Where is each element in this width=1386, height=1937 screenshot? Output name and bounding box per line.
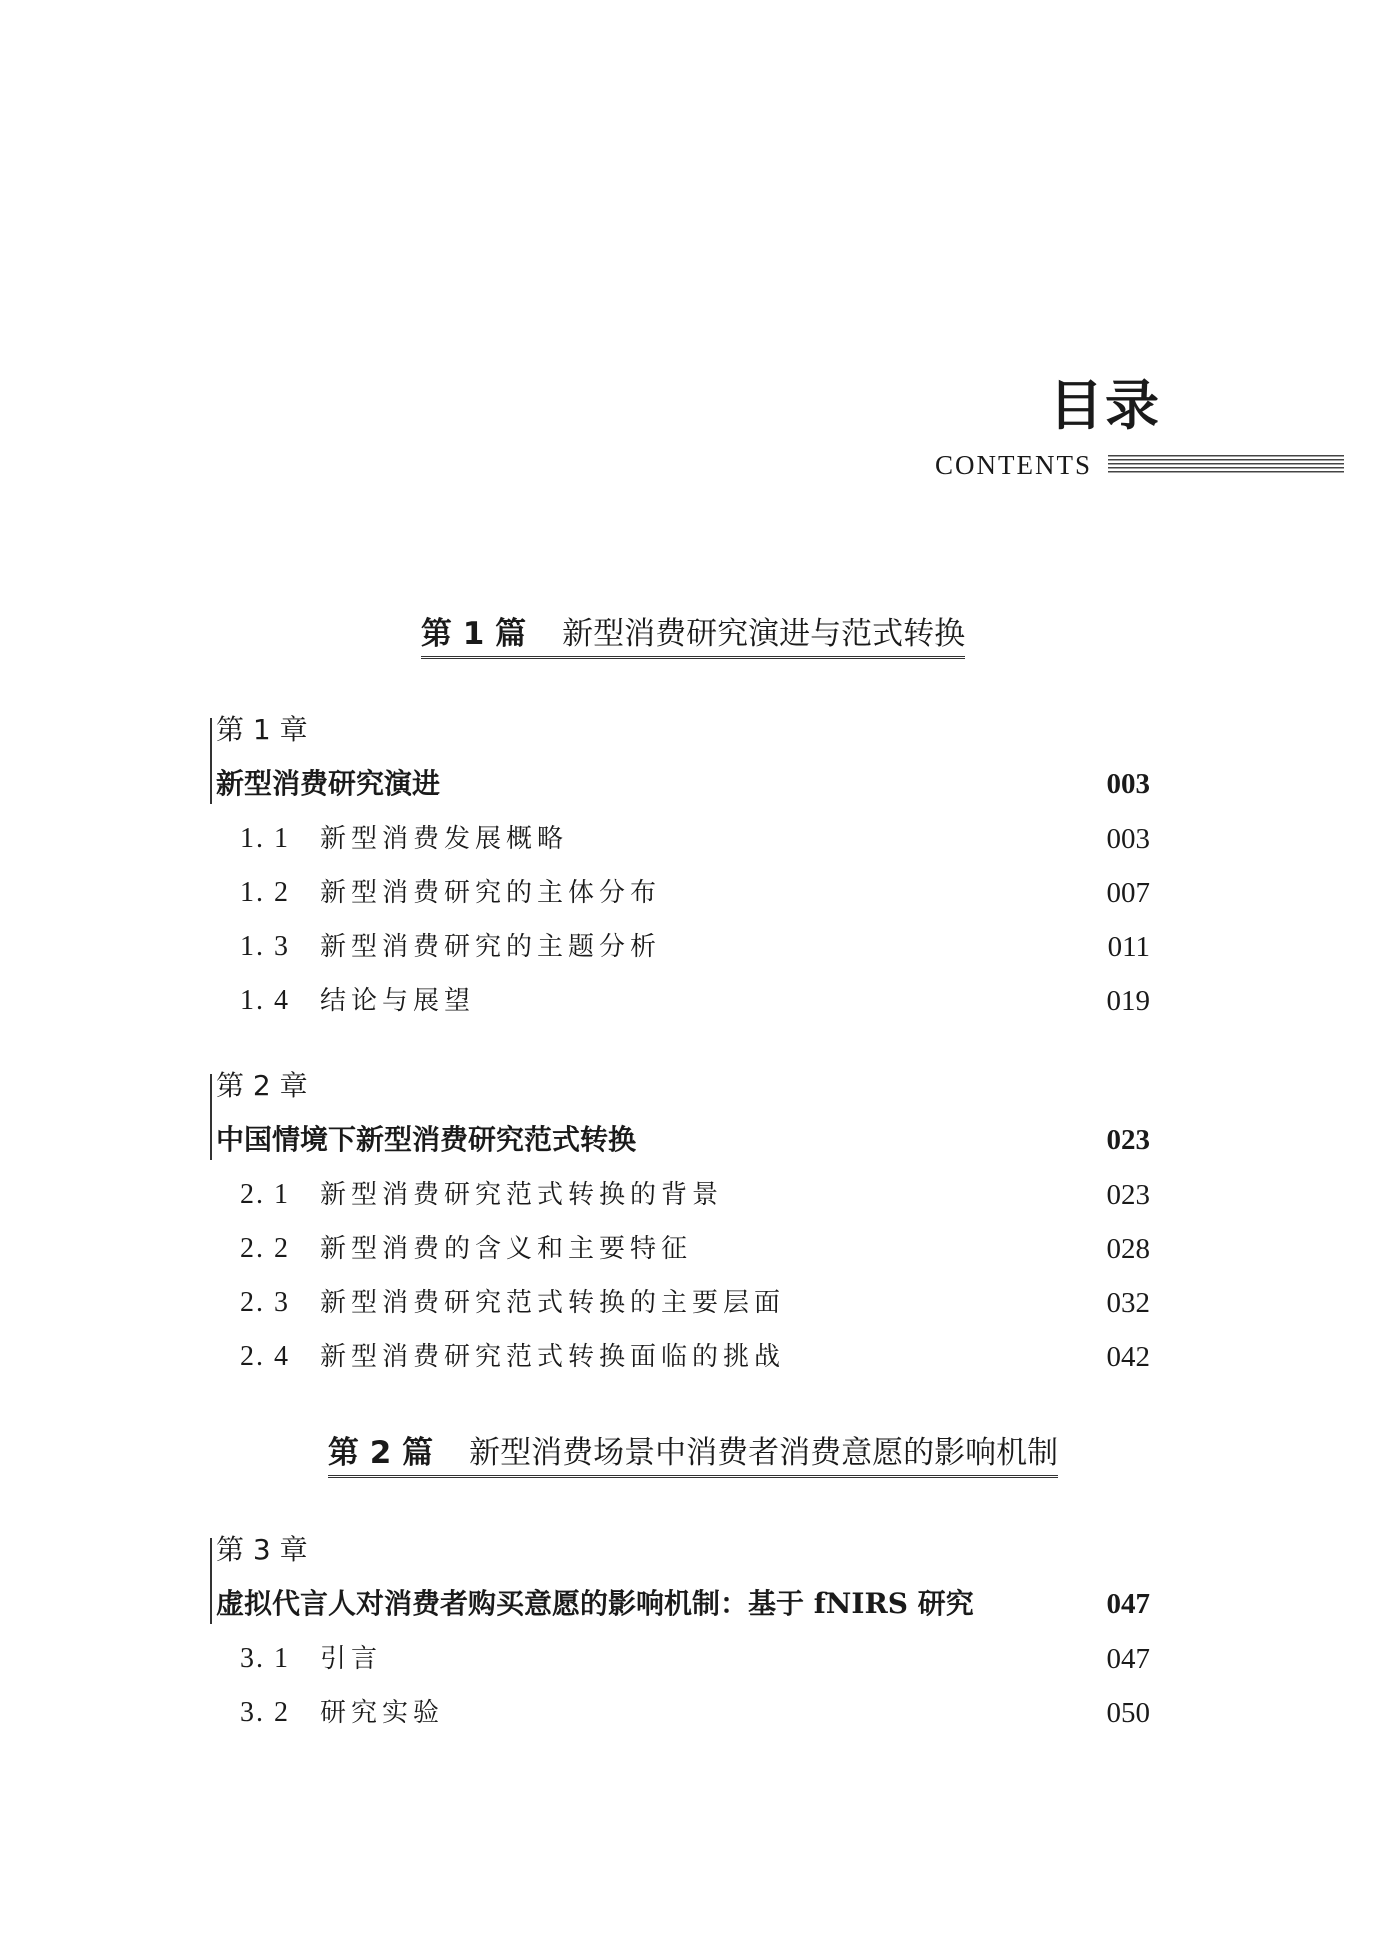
section-number: 1. 1: [240, 823, 290, 854]
chapter-2: [210, 1068, 1150, 1373]
toc-section-row[interactable]: [240, 1641, 1150, 1677]
toc-section-row[interactable]: [240, 821, 1150, 857]
chapter-3: [210, 1532, 1150, 1752]
part-number: 第 2 篇: [327, 1435, 434, 1471]
section-number: 1. 3: [240, 931, 290, 962]
section-number: 2. 1: [240, 1179, 290, 1210]
chapter-label: 第 2 章: [216, 1069, 308, 1102]
section-page-number: 042: [1106, 1341, 1150, 1373]
section-number: 1. 4: [240, 985, 290, 1016]
section-title: 新型消费研究的主体分布: [320, 878, 662, 908]
toc-section-row[interactable]: [240, 875, 1150, 911]
toc-section-row[interactable]: [240, 1285, 1150, 1321]
section-title: 新型消费研究的主题分析: [320, 932, 662, 962]
section-number: 3. 1: [240, 1643, 290, 1674]
section-page-number: 003: [1106, 823, 1150, 855]
section-title: 结论与展望: [320, 986, 476, 1016]
toc-section-row[interactable]: [240, 1695, 1150, 1731]
chapter-title[interactable]: 虚拟代言人对消费者购买意愿的影响机制：基于 fNIRS 研究: [216, 1587, 974, 1620]
part-heading-2: [0, 1434, 1386, 1478]
toc-section-row[interactable]: [240, 1231, 1150, 1267]
chapter-label: 第 3 章: [216, 1533, 308, 1566]
section-title: 研究实验: [320, 1698, 445, 1728]
chapter-bar: [210, 1538, 212, 1624]
contents-header: [935, 450, 1344, 480]
section-page-number: 050: [1106, 1697, 1150, 1729]
section-title: 新型消费研究范式转换的主要层面: [320, 1288, 786, 1318]
section-page-number: 023: [1106, 1179, 1150, 1211]
toc-section-row[interactable]: [240, 1339, 1150, 1375]
part-title: 新型消费研究演进与范式转换: [562, 616, 966, 652]
section-title: 新型消费发展概略: [320, 824, 569, 854]
part-heading-1: [0, 615, 1386, 659]
section-number: 2. 3: [240, 1287, 290, 1318]
part-heading-text[interactable]: [328, 1434, 1058, 1478]
chapter-page-number: 023: [1106, 1124, 1150, 1156]
section-number: 2. 2: [240, 1233, 290, 1264]
section-page-number: 011: [1107, 931, 1150, 963]
part-heading-text[interactable]: [421, 615, 965, 659]
toc-section-row[interactable]: [240, 1177, 1150, 1213]
section-number: 3. 2: [240, 1697, 290, 1728]
section-number: 1. 2: [240, 877, 290, 908]
section-page-number: 007: [1106, 877, 1150, 909]
decorative-lines: [1108, 455, 1344, 475]
contents-label: CONTENTS: [935, 449, 1092, 480]
section-page-number: 047: [1106, 1643, 1150, 1675]
section-title: 引言: [320, 1644, 383, 1674]
chapter-label: 第 1 章: [216, 713, 308, 746]
part-title: 新型消费场景中消费者消费意愿的影响机制: [469, 1435, 1059, 1471]
chapter-bar: [210, 1074, 212, 1160]
section-title: 新型消费研究范式转换面临的挑战: [320, 1342, 786, 1372]
section-title: 新型消费研究范式转换的背景: [320, 1180, 724, 1210]
section-page-number: 028: [1106, 1233, 1150, 1265]
part-number: 第 1 篇: [420, 616, 527, 652]
chapter-bar: [210, 718, 212, 804]
page-title: 目录: [1049, 373, 1161, 437]
toc-section-row[interactable]: [240, 929, 1150, 965]
chapter-page-number: 003: [1106, 768, 1150, 800]
chapter-title[interactable]: 中国情境下新型消费研究范式转换: [216, 1123, 637, 1156]
section-title: 新型消费的含义和主要特征: [320, 1234, 693, 1264]
section-page-number: 032: [1106, 1287, 1150, 1319]
chapter-1: [210, 712, 1150, 1017]
chapter-page-number: 047: [1106, 1588, 1150, 1620]
section-page-number: 019: [1106, 985, 1150, 1017]
chapter-title[interactable]: 新型消费研究演进: [216, 767, 441, 800]
toc-section-row[interactable]: [240, 983, 1150, 1019]
section-number: 2. 4: [240, 1341, 290, 1372]
